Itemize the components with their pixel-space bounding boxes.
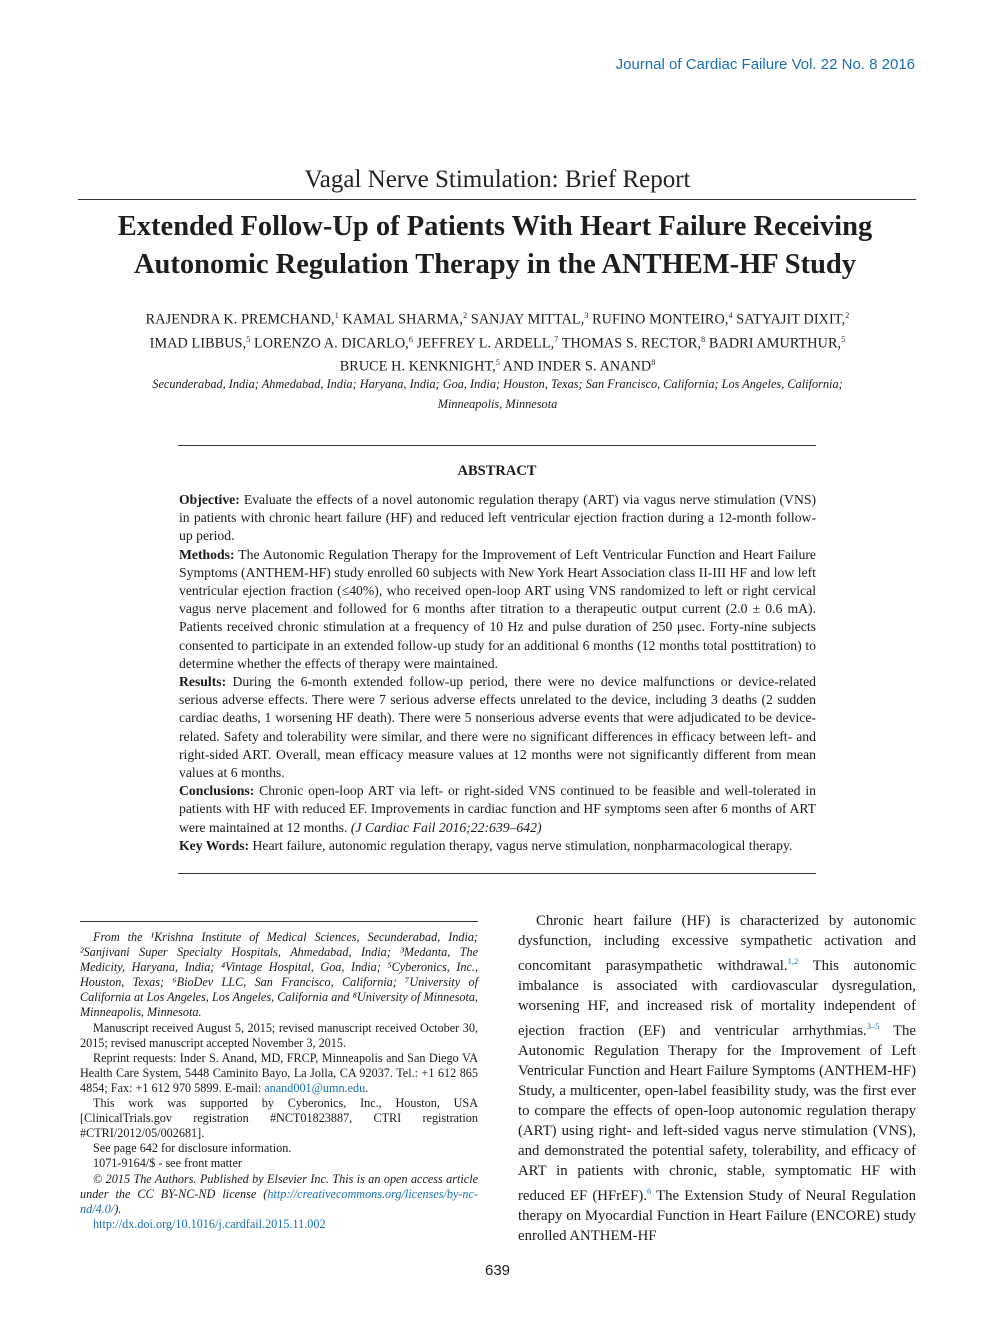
author-name: BRUCE H. KENKNIGHT, (339, 359, 496, 376)
author-line-3 (80, 353, 915, 377)
author-name: SANJAY MITTAL, (470, 311, 585, 328)
abstract-keywords (179, 837, 816, 855)
title-divider (78, 199, 916, 200)
author-line-2 (80, 330, 915, 354)
abstract-methods (179, 546, 816, 673)
author-affil-mark: 2 (463, 311, 468, 320)
reference-link[interactable]: 3–5 (866, 1020, 880, 1031)
copyright-end: ). (114, 1201, 122, 1216)
title-line-2: Autonomic Regulation Therapy in the ANTHEM-HF Study (133, 249, 857, 280)
objective-label: Objective: (179, 492, 240, 507)
reprint-text: Reprint requests: Inder S. Anand, MD, FRCP, Minneapolis and San Diego VA Health Care System, 5448 Caminito Bayo, La Jolla, CA 92037. Tel.: +1 612 865 4854; Fax: +1 612 970 5899. E-mail: (80, 1050, 478, 1095)
footnote-divider (80, 921, 478, 922)
footnote-copyright (80, 1172, 478, 1217)
results-label: Results: (179, 674, 227, 690)
author-affil-mark: 8 (651, 358, 656, 368)
conclusions-label: Conclusions: (179, 783, 255, 799)
footnote-received: Manuscript received August 5, 2015; revised manuscript received October 30, 2015; revised manuscript accepted November 3, 2015. (80, 1020, 478, 1050)
author-name: AND INDER S. ANAND (502, 359, 652, 376)
author-name: JEFFREY L. ARDELL, (416, 335, 555, 352)
intro-paragraph (518, 911, 916, 1246)
body-text-column (518, 911, 916, 1246)
objective-text: Evaluate the effects of a novel autonomic regulation therapy (ART) via vagus nerve stimulation (VNS) in patients with chronic heart failure (HF) and reduced left ventricular ejection fraction during a 12-month follow-up period. (179, 492, 816, 544)
reference-link[interactable]: 6 (647, 1185, 652, 1196)
footnote-doi (80, 1217, 478, 1232)
keywords-text: Heart failure, autonomic regulation therapy, vagus nerve stimulation, nonpharmacological therapy. (252, 837, 793, 853)
footnote-support: This work was supported by Cyberonics, Inc., Houston, USA [ClinicalTrials.gov registration #NCT01823887, CTRI registration #CTRI/2012/05/002681]. (80, 1096, 478, 1141)
citation: (J Cardiac Fail 2016;22:639–642) (350, 819, 542, 835)
intro-text-1: Chronic heart failure (HF) is characterized by autonomic dysfunction, including excessive sympathetic activation and concomitant parasympathetic withdrawal. (518, 913, 916, 974)
abstract-objective (179, 491, 816, 546)
footnote-issn: 1071-9164/$ - see front matter (93, 1156, 242, 1171)
author-line-1 (80, 306, 915, 330)
author-name: RUFINO MONTEIRO, (592, 311, 729, 328)
affiliation-line-1: Secunderabad, India; Ahmedabad, India; Haryana, India; Goa, India; Houston, Texas; San Francisco, California; Los Angeles, California; (152, 377, 843, 391)
author-name: LORENZO A. DICARLO, (254, 335, 409, 352)
author-affil-mark: 8 (701, 334, 706, 344)
author-affil-mark: 3 (584, 311, 589, 320)
license-link[interactable]: http://creativecommons.org/licenses/by-nc-nd/4.0/ (80, 1186, 478, 1216)
results-text: During the 6-month extended follow-up period, there were no device malfunctions or device-related serious adverse effects. There were 7 serious adverse effects unrelated to the device, including 3 deaths (2 sudden cardiac deaths, 1 worsening HF death). There were 5 nonserious adverse events that were adjudicated to be device-related. Safety and tolerability were similar, and there were no significant differences in efficacy between left- and right-sided ART. Overall, mean efficacy measure values at 12 months were not significantly different from mean values at 6 months. (179, 674, 816, 781)
intro-text-3: The Autonomic Regulation Therapy for the Improvement of Left Ventricular Function and Heart Failure Symptoms (ANTHEM-HF) Study, a multicenter, open-label feasibility study, was the first ever to compare the effects of open-loop autonomic regulation therapy (ART) using right- and left-sided vagus nerve stimulation (VNS), and demonstrated the potential safety, tolerability, and efficacy of ART in patients with chronic, stable, symptomatic HF with reduced EF (HFrEF). (518, 1022, 916, 1204)
affiliation-locations (100, 375, 895, 414)
author-affil-mark: 5 (246, 334, 251, 344)
journal-header[interactable]: Journal of Cardiac Failure Vol. 22 No. 8 2016 (615, 56, 915, 73)
author-name: THOMAS S. RECTOR, (561, 335, 702, 352)
author-affil-mark: 6 (408, 334, 413, 344)
footnote-reprint: Reprint requests: Inder S. Anand, MD, FRCP, Minneapolis and San Diego VA Health Care System, 5448 Caminito Bayo, La Jolla, CA 92037. Tel.: +1 612 865 4854; Fax: +1 612 970 5899. E-mail: anand001@umn.edu. (80, 1050, 478, 1095)
author-name: IMAD LIBBUS, (149, 335, 247, 352)
methods-text: The Autonomic Regulation Therapy for the Improvement of Left Ventricular Function and Heart Failure Symptoms (ANTHEM-HF) study enrolled 60 subjects with New York Heart Association class II-III HF and low left ventricular ejection fraction (≤40%), who received open-loop ART using VNS randomized to left or right cervical vagus nerve placement and followed for 6 months after titration to a therapeutic output current (2.0 ± 0.6 mA). Patients received chronic stimulation at a frequency of 10 Hz and pulse duration of 250 μsec. Forty-nine subjects consented to participate in an extended follow-up study for an additional 6 months (12 months total posttitration) to determine whether the effects of therapy were maintained. (179, 546, 816, 671)
author-name: KAMAL SHARMA, (342, 311, 464, 328)
copyright-text: © 2015 The Authors. Published by Elsevier Inc. This is an open access article under the CC BY-NC-ND license ( (80, 1171, 478, 1201)
email-link[interactable]: anand001@umn.edu (264, 1080, 366, 1095)
reference-link[interactable]: 1,2 (787, 956, 799, 966)
abstract-conclusions (179, 782, 816, 837)
section-title: Vagal Nerve Stimulation: Brief Report (304, 166, 691, 193)
author-affil-mark: 1 (334, 311, 339, 320)
methods-label: Methods: (179, 546, 235, 562)
footnote-from: From the ¹Krishna Institute of Medical Sciences, Secunderabad, India; ²Sanjivani Super Specialty Hospitals, Ahmedabad, India; ³Medanta, The Medicity, Haryana, India; ⁴Vintage Hospital, Goa, India; ⁵Cyberonics, Inc., Houston, Texas; ⁶BioDev LLC, San Francisco, California; ⁷University of California at Los Angeles, Los Angeles, California and ⁸University of Minnesota, Minneapolis, Minnesota. (80, 930, 478, 1020)
affiliation-line-2: Minneapolis, Minnesota (437, 396, 558, 411)
author-affil-mark: 5 (841, 334, 846, 344)
title-line-1: Extended Follow-Up of Patients With Heart Failure Receiving (117, 211, 873, 242)
footnote-disclosure: See page 642 for disclosure information. (93, 1141, 292, 1156)
abstract-body (179, 491, 816, 855)
abstract-bottom-rule (178, 873, 816, 874)
keywords-label: Key Words: (179, 837, 250, 853)
author-affil-mark: 7 (554, 334, 559, 344)
author-name: RAJENDRA K. PREMCHAND, (145, 311, 335, 328)
abstract-heading: ABSTRACT (457, 463, 537, 479)
author-name: SATYAJIT DIXIT, (736, 311, 846, 328)
doi-link[interactable]: http://dx.doi.org/10.1016/j.cardfail.2015.11.002 (93, 1216, 326, 1231)
abstract-top-rule (178, 445, 816, 446)
author-affil-mark: 5 (495, 358, 500, 368)
author-list (80, 306, 915, 377)
intro-text-2: This autonomic imbalance is associated with cardiovascular dysregulation, worsening HF, and increased risk of mortality independent of ejection fraction (EF) and ventricular arrhythmias. (518, 957, 916, 1039)
page-number: 639 (484, 1262, 511, 1279)
author-affil-mark: 4 (728, 311, 733, 320)
footnotes (80, 930, 478, 1232)
conclusions-text: Chronic open-loop ART via left- or right-sided VNS continued to be feasible and well-tolerated in patients with HF with reduced EF. Improvements in cardiac function and HF symptoms seen after 6 months of ART were maintained at 12 months. (179, 783, 817, 835)
abstract-results (179, 673, 816, 782)
intro-text-4: The Extension Study of Neural Regulation therapy on Myocardial Function in Heart Failure (ENCORE) study enrolled ANTHEM-HF (518, 1187, 916, 1244)
article-title (60, 208, 930, 284)
author-name: BADRI AMURTHUR, (708, 335, 842, 352)
author-affil-mark: 2 (845, 311, 850, 320)
